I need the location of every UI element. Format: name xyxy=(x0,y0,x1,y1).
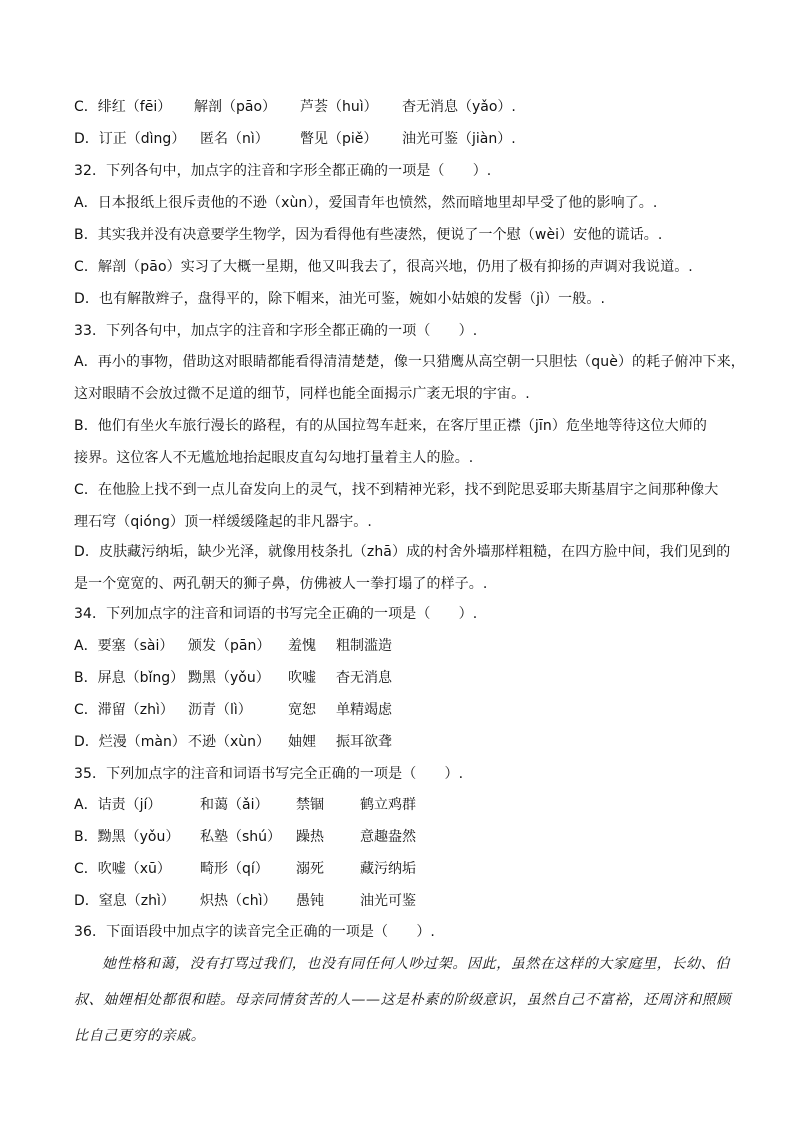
q34-b-item-4: 杳无消息 xyxy=(336,670,392,686)
q34-a-item-3: 羞愧 xyxy=(288,638,316,654)
q34-a-item-1: A．要塞（sài） xyxy=(74,638,174,654)
q35-a-item-4: 鹤立鸡群 xyxy=(360,797,416,813)
q31-c-item-2: 解剖（pāo） xyxy=(194,99,277,115)
q34-a-item-2: 颁发（pān） xyxy=(188,638,271,654)
q35-b-item-3: 躁热 xyxy=(296,829,324,845)
q35-c-item-4: 藏污纳垢 xyxy=(360,861,416,877)
q35-b-item-1: B．黝黑（yǒu） xyxy=(74,829,180,845)
q31-d-item-4: 油光可鉴（jiàn）. xyxy=(402,131,516,147)
q35-d-item-1: D．窒息（zhì） xyxy=(74,893,175,909)
q32-stem: 32．下列各句中，加点字的注音和字形全都正确的一项是（ ）. xyxy=(74,163,492,179)
q31-c-item-1: C．绯红（fēi） xyxy=(74,99,172,115)
q31-d-item-3: 瞥见（piě） xyxy=(300,131,378,147)
q33-option-a-line1: A．再小的事物，借助这对眼睛都能看得清清楚楚，像一只猎鹰从高空朝一只胆怯（què）的耗子俯冲下来， xyxy=(74,354,745,370)
q33-option-d-line1: D．皮肤藏污纳垢，缺少光泽，就像用枝条扎（zhā）成的村舍外墙那样粗糙，在四方脸中间，我们见到的 xyxy=(74,544,731,560)
q34-a-item-4: 粗制滥造 xyxy=(336,638,392,654)
q31-d-item-2: 匿名（nì） xyxy=(200,131,269,147)
q35-a-item-2: 和蔼（ǎi） xyxy=(200,797,269,813)
q35-c-item-3: 溺死 xyxy=(296,861,324,877)
q34-c-item-4: 单精竭虑 xyxy=(336,702,392,718)
q35-d-item-3: 愚钝 xyxy=(296,893,324,909)
q32-option-d: D．也有解散辫子，盘得平的，除下帽来，油光可鉴，婉如小姑娘的发髻（jì）一般。. xyxy=(74,291,606,307)
q31-c-item-4: 杳无消息（yǎo）. xyxy=(402,99,516,115)
q36-passage: 她性格和蔼，没有打骂过我们，也没有同任何人吵过架。因此，虽然在这样的大家庭里，长幼、伯叔、妯娌相处都很和睦。母亲同情贫苦的人——这是朴素的阶级意识，虽然自己不富裕，还周济和照顾比自己更穷的亲戚。 xyxy=(74,956,731,1044)
q34-b-item-2: 黝黑（yǒu） xyxy=(188,670,270,686)
q35-d-item-2: 炽热（chì） xyxy=(200,893,277,909)
q35-b-item-4: 意趣盎然 xyxy=(360,829,416,845)
q34-d-item-2: 不逊（xùn） xyxy=(188,734,271,750)
q33-option-a-line2: 这对眼睛不会放过微不足道的细节，同样也能全面揭示广袤无垠的宇宙。. xyxy=(74,386,530,402)
q32-option-c: C．解剖（pāo）实习了大概一星期，他又叫我去了，很高兴地，仍用了极有抑扬的声调对我说道。. xyxy=(74,259,693,275)
q35-d-item-4: 油光可鉴 xyxy=(360,893,416,909)
q33-stem: 33．下列各句中，加点字的注音和字形全都正确的一项（ ）. xyxy=(74,323,478,339)
q34-d-item-3: 妯娌 xyxy=(288,734,316,750)
q35-a-item-1: A．诘责（jí） xyxy=(74,797,162,813)
q34-stem: 34．下列加点字的注音和词语的书写完全正确的一项是（ ）. xyxy=(74,606,478,622)
q34-c-item-3: 宽恕 xyxy=(288,702,316,718)
q35-b-item-2: 私塾（shú） xyxy=(200,829,282,845)
q33-option-c-line1: C．在他脸上找不到一点儿奋发向上的灵气，找不到精神光彩，找不到陀思妥耶夫斯基眉宇之间那种像大 xyxy=(74,482,719,498)
q32-option-a: A．日本报纸上很斥责他的不逊（xùn），爱国青年也愤然，然而暗地里却早受了他的影响了。. xyxy=(74,195,658,211)
q33-option-b-line2: 接界。这位客人不无尴尬地抬起眼皮直勾勾地打量着主人的脸。. xyxy=(74,450,474,466)
q34-c-item-2: 沥青（lì） xyxy=(188,702,252,718)
q35-a-item-3: 禁锢 xyxy=(296,797,324,813)
q34-d-item-1: D．烂漫（màn） xyxy=(74,734,186,750)
q36-stem: 36．下面语段中加点字的读音完全正确的一项是（ ）. xyxy=(74,924,435,940)
q33-option-b-line1: B．他们有坐火车旅行漫长的路程，有的从国拉驾车赶来，在客厅里正襟（jīn）危坐地等待这位大师的 xyxy=(74,418,707,434)
q34-b-item-3: 吹嘘 xyxy=(288,670,316,686)
q35-c-item-2: 畸形（qí） xyxy=(200,861,269,877)
q32-option-b: B．其实我并没有决意要学生物学，因为看得他有些凄然，便说了一个慰（wèi）安他的谎话。. xyxy=(74,227,663,243)
q34-c-item-1: C．滞留（zhì） xyxy=(74,702,174,718)
q31-d-item-1: D．订正（dìng） xyxy=(74,131,186,147)
q35-c-item-1: C．吹嘘（xū） xyxy=(74,861,171,877)
q34-d-item-4: 振耳欲聋 xyxy=(336,734,392,750)
q35-stem: 35．下列加点字的注音和词语书写完全正确的一项是（ ）. xyxy=(74,766,464,782)
q34-b-item-1: B．屏息（bǐng） xyxy=(74,670,185,686)
q33-option-d-line2: 是一个宽宽的、两孔朝天的狮子鼻，仿佛被人一拳打塌了的样子。. xyxy=(74,576,488,592)
q31-c-item-3: 芦荟（huì） xyxy=(300,99,378,115)
q33-option-c-line2: 理石穹（qióng）顶一样缓缓隆起的非凡器宇。. xyxy=(74,514,372,530)
